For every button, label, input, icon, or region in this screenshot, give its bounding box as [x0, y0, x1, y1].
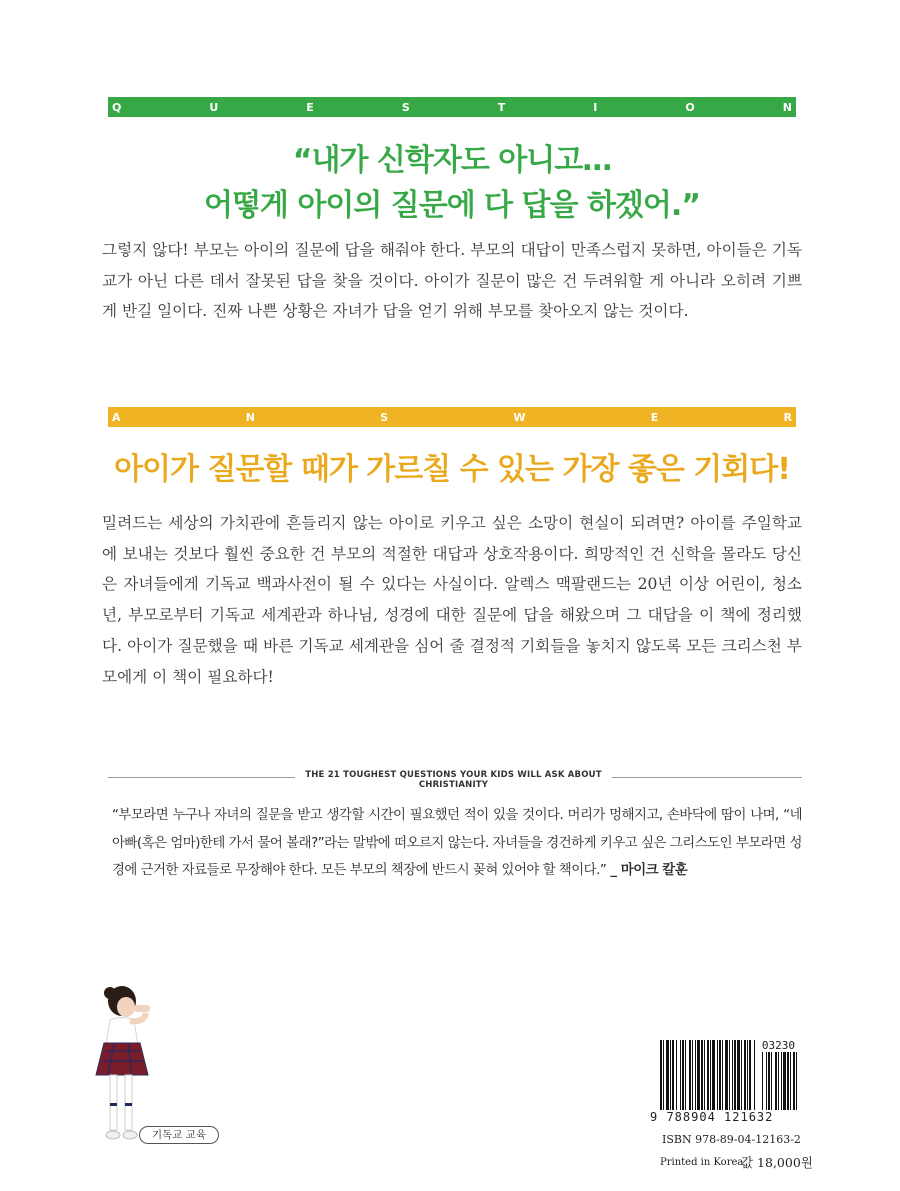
barcode-digits: 9 788904 121632	[650, 1110, 774, 1124]
question-body: 그렇지 않다! 부모는 아이의 질문에 답을 해줘야 한다. 부모의 대답이 만족스럽지 못하면, 아이들은 기독교가 아닌 다른 데서 잘못된 답을 찾을 것이다. 아이가 질문이 많은 건 두려워할 게 아니라 오히려 기쁘게 반길 일이다. 진짜 나쁜 상황은 자녀가 답을 얻기 위해 부모를 찾아오지 않는 것이다.	[102, 241, 802, 321]
barcode-graphic	[660, 1040, 798, 1110]
category-badge: 기독교 교육	[139, 1126, 219, 1144]
answer-body: 밀려드는 세상의 가치관에 흔들리지 않는 아이로 키우고 싶은 소망이 현실이 되려면? 아이를 주일학교에 보내는 것보다 훨씬 중요한 건 부모의 적절한 대답과 상호작용이다. 희망적인 건 신학을 몰라도 당신은 자녀들에게 기독교 백과사전이 될 수 있다는 사실이다. 알렉스 맥팔랜드는 20년 이상 어린이, 청소년, 부모로부터 기독교 세계관과 하나님, 성경에 대한 질문에 답을 해왔으며 그 대답을 이 책에 정리했다. 아이가 질문했을 때 바른 기독교 세계관을 심어 줄 결정적 기회들을 놓치지 않도록 모든 크리스천 부모에게 이 책이 필요하다!	[102, 514, 802, 686]
band-letter: A	[112, 410, 121, 424]
endorsement-text: “부모라면 누구나 자녀의 질문을 받고 생각할 시간이 필요했던 적이 있을 것이다. 머리가 멍해지고, 손바닥에 땀이 나며, “네 아빠(혹은 엄마)한테 가서 물어 볼래?”라는 말밖에 떠오르지 않는다. 자녀들을 경건하게 키우고 싶은 그리스도인 부모라면 성경에 근거한 자료들로 무장해야 한다. 모든 부모의 책장에 반드시 꽂혀 있어야 할 책이다.”	[112, 808, 802, 878]
band-letter: E	[306, 100, 314, 114]
band-letter: R	[783, 410, 792, 424]
question-band	[108, 97, 796, 117]
divider-title: THE 21 TOUGHEST QUESTIONS YOUR KIDS WILL ASK ABOUT CHRISTIANITY	[305, 770, 602, 790]
endorsement-author: _ 마이크 칼훈	[606, 863, 688, 878]
band-letter: S	[380, 410, 389, 424]
price-label: 값 18,000원	[741, 1155, 813, 1170]
isbn-number: ISBN 978-89-04-12163-2	[662, 1133, 801, 1146]
band-letter: S	[401, 100, 410, 114]
band-letter: E	[650, 410, 659, 424]
question-headline-line2: 어떻게 아이의 질문에 다 답을 하겠어.”	[203, 188, 701, 223]
question-headline	[108, 138, 796, 228]
band-letter: N	[245, 410, 255, 424]
divider-line-right	[612, 777, 802, 778]
band-letter: O	[685, 100, 695, 114]
band-letter: N	[782, 100, 792, 114]
divider-line-left	[108, 777, 295, 778]
answer-band	[108, 407, 796, 427]
endorsement-quote	[112, 802, 802, 885]
barcode-addon-number: 03230	[761, 1039, 795, 1052]
band-letter: W	[513, 410, 526, 424]
printed-in-korea: Printed in Korea	[660, 1157, 744, 1168]
question-headline-line1: “내가 신학자도 아니고…	[292, 143, 612, 178]
band-letter: Q	[112, 100, 122, 114]
band-letter: T	[497, 100, 506, 114]
girl-illustration	[92, 985, 162, 1145]
band-letter: I	[593, 100, 598, 114]
band-letter: U	[209, 100, 219, 114]
answer-headline: 아이가 질문할 때가 가르칠 수 있는 가장 좋은 기회다!	[114, 452, 790, 487]
